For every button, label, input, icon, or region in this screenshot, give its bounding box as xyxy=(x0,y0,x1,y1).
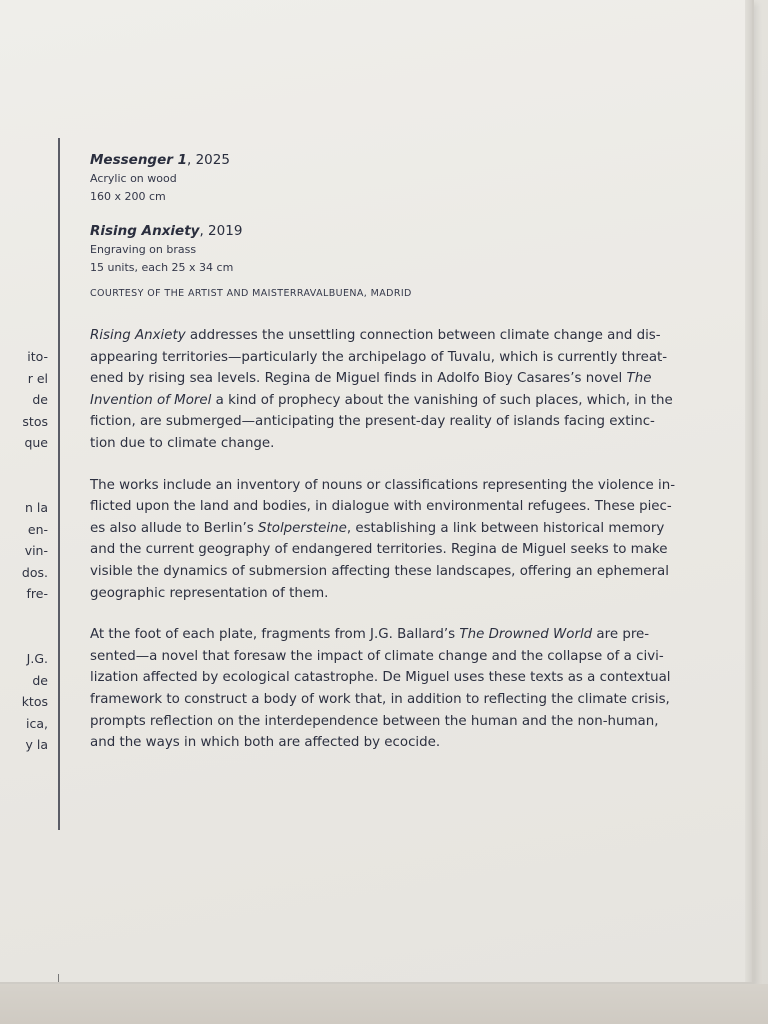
work-medium: Engraving on brass xyxy=(90,243,197,256)
paragraph-1: Rising Anxiety addresses the unsettling connection between climate change and dis- appearing territories—particularly the archipelago of Tuvalu, which is currently threat- ened by rising sea levels. Regina de Miguel finds in Adolfo Bioy Casares’s novel The Invention of Morel a kind of prophecy about the vanishing of such places, which, in the fiction, are submerged—anticipating the present-day reality of islands facing extinc- tion due to climate change. xyxy=(90,328,673,451)
work-entry xyxy=(90,221,720,276)
work-dimensions: 15 units, each 25 x 34 cm xyxy=(90,260,234,274)
fragment: vin- xyxy=(24,543,48,559)
fragment: stos xyxy=(22,413,48,429)
fragment: que xyxy=(24,435,48,451)
fragment: ica, xyxy=(26,715,48,731)
paragraph-3: At the foot of each plate, fragments from J.G. Ballard’s The Drowned World are pre- sented—a novel that foresaw the impact of climate change and the collapse of a civi- lization affected by ecological catastrophe. De Miguel uses these texts as a contextual framework to construct a body of work that, in addition to reflecting the climate crisis, prompts reflection on the interdependence between the human and the non-human, and the ways in which both are affected by ecocide. xyxy=(90,627,671,751)
work-entry xyxy=(90,150,720,205)
fragment: ktos xyxy=(21,694,48,710)
fragment: ito- xyxy=(27,349,48,364)
fragment: r el xyxy=(27,370,48,386)
fragment: J.G. xyxy=(26,650,48,666)
floor xyxy=(0,984,768,1024)
fragment: y la xyxy=(25,737,48,753)
adjacent-text-column xyxy=(0,346,48,756)
fragment: n la xyxy=(24,499,48,515)
work-title: Messenger 1, 2025 xyxy=(90,152,230,168)
panel-edge xyxy=(745,0,752,982)
panel-mark xyxy=(58,974,65,982)
fragment: de xyxy=(32,672,48,688)
work-title: Rising Anxiety, 2019 xyxy=(90,223,243,239)
fragment: dos. xyxy=(21,564,48,580)
label-content xyxy=(90,150,720,774)
work-dimensions: 160 x 200 cm xyxy=(90,189,166,203)
work-medium: Acrylic on wood xyxy=(90,172,177,185)
fragment: fre- xyxy=(26,586,48,602)
paragraph-2: The works include an inventory of nouns or classifications representing the violence in- flicted upon the land and bodies, in dialogue with environmental refugees. These piec- es also allude to Berlin’s Stolpersteine, establishing a link between historical memory and the current geography of endangered territories. Regina de Miguel seeks to make visible the dynamics of submersion affecting these landscapes, offering an ephemeral geographic representation of them. xyxy=(90,477,676,601)
vertical-divider xyxy=(58,138,60,830)
fragment: en- xyxy=(27,521,48,537)
courtesy-line: COURTESY OF THE ARTIST AND MAISTERRAVALBUENA, MADRID xyxy=(90,288,412,299)
fragment: de xyxy=(32,392,48,408)
